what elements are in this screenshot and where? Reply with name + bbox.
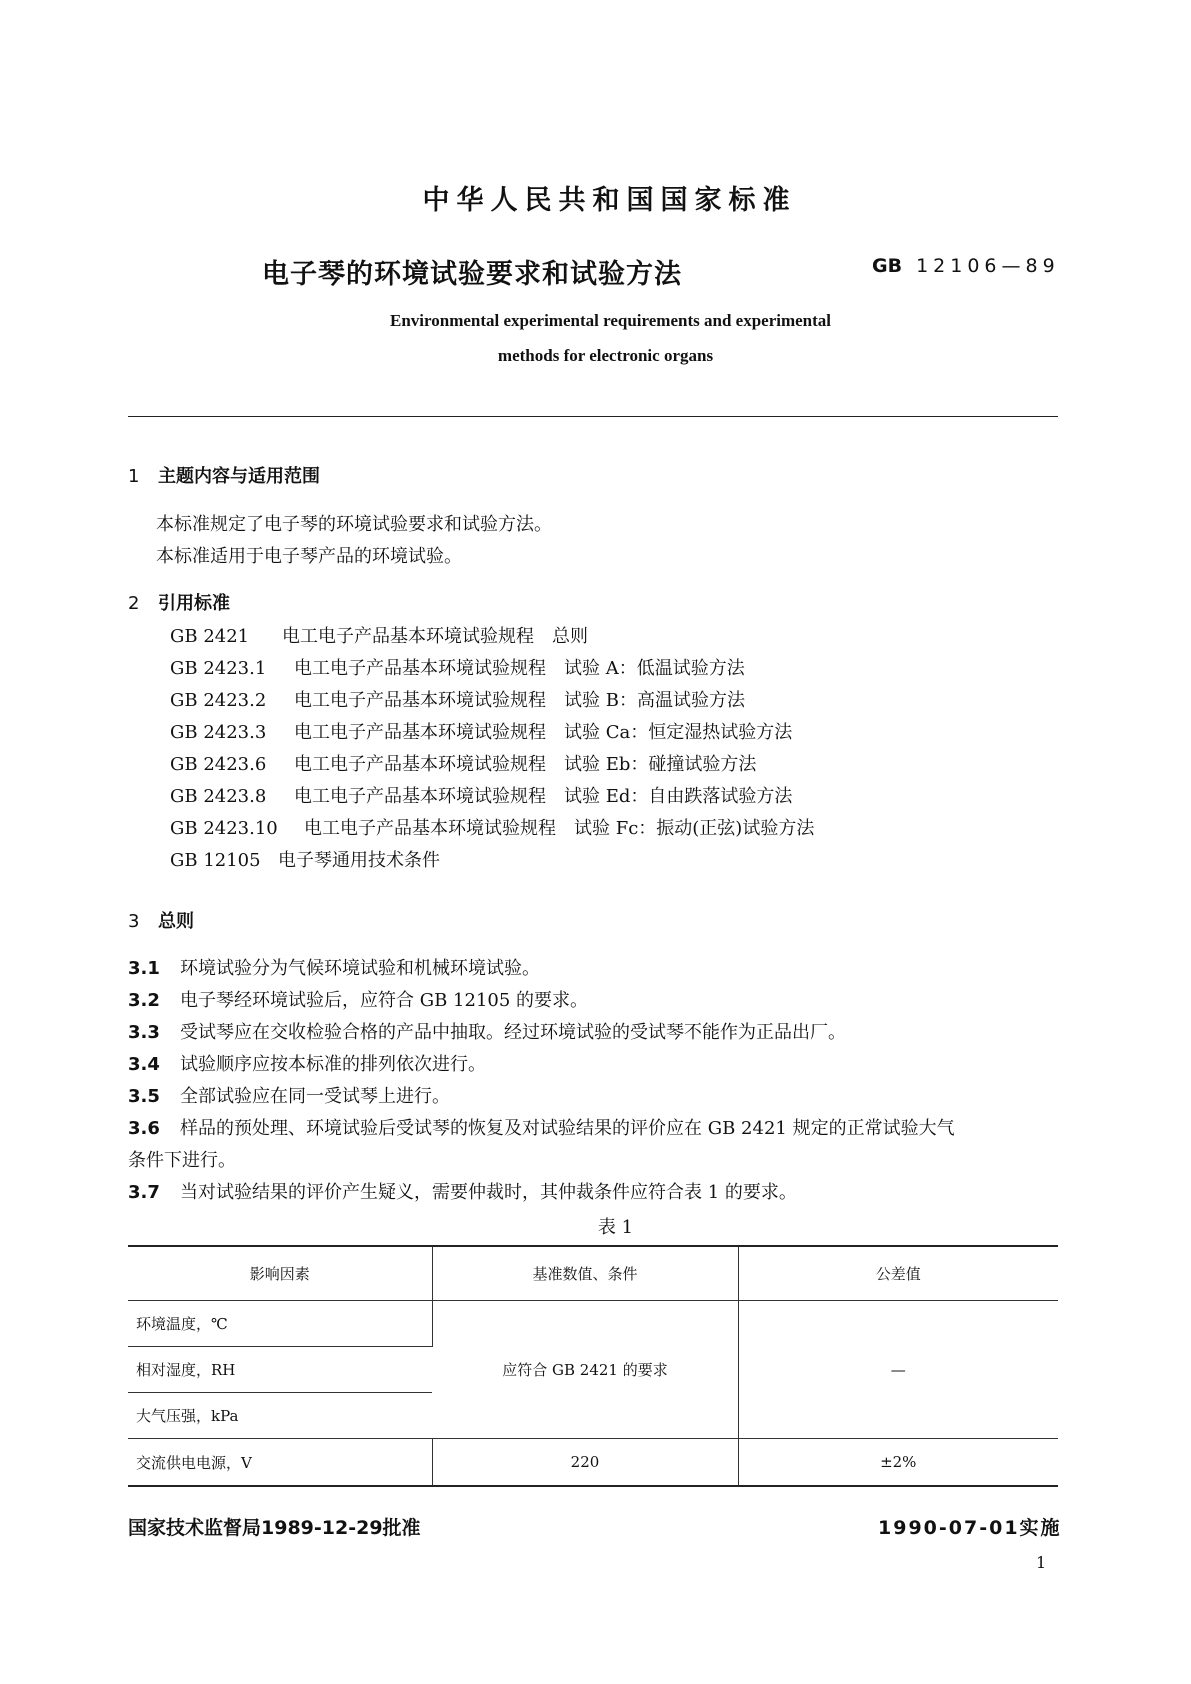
reference-code: GB 2423.8 — [170, 786, 267, 807]
reference-code: GB 2423.6 — [170, 754, 267, 775]
table-row — [128, 1301, 1058, 1347]
clause-number: 3.3 — [128, 1022, 160, 1043]
section-1-heading — [128, 462, 320, 488]
page-number: 1 — [1036, 1553, 1047, 1572]
tolerance-cell: — — [738, 1301, 1058, 1439]
section-1-paragraph: 本标准规定了电子琴的环境试验要求和试验方法。 — [156, 514, 552, 535]
reference-text: 电工电子产品基本环境试验规程 试验 Ca：恒定湿热试验方法 — [294, 722, 793, 743]
table-header-cell: 影响因素 — [128, 1246, 432, 1301]
clause-text: 全部试验应在同一受试琴上进行。 — [180, 1086, 450, 1107]
table-1 — [128, 1245, 1058, 1487]
clause-text: 电子琴经环境试验后，应符合 GB 12105 的要求。 — [180, 990, 589, 1011]
reference-code: GB 2421 — [170, 626, 250, 647]
clause-3-4 — [128, 1050, 486, 1076]
section-3-heading — [128, 907, 194, 933]
standard-code: 12106—89 — [916, 255, 1060, 277]
reference-item — [170, 782, 792, 808]
clause-number: 3.2 — [128, 990, 160, 1011]
table-header-cell: 公差值 — [738, 1246, 1058, 1301]
reference-value-cell: 应符合 GB 2421 的要求 — [432, 1301, 738, 1439]
standard-number — [872, 255, 1060, 277]
reference-item — [170, 750, 756, 776]
standard-prefix: GB — [872, 255, 903, 277]
reference-item — [170, 686, 745, 712]
clause-number: 3.6 — [128, 1118, 160, 1139]
clause-3-1 — [128, 954, 540, 980]
clause-text: 试验顺序应按本标准的排列依次进行。 — [180, 1054, 486, 1075]
document-title-en-line1: Environmental experimental requirements and experimental — [389, 311, 832, 330]
section-1-paragraph: 本标准适用于电子琴产品的环境试验。 — [156, 546, 462, 567]
reference-code: GB 2423.3 — [170, 722, 267, 743]
reference-item — [170, 718, 792, 744]
reference-text: 电工电子产品基本环境试验规程 试验 Ed：自由跌落试验方法 — [294, 786, 793, 807]
clause-number: 3.7 — [128, 1182, 160, 1203]
reference-item — [170, 814, 814, 840]
section-title: 总则 — [158, 911, 194, 932]
reference-code: GB 2423.1 — [170, 658, 267, 679]
clause-3-6-continued: 条件下进行。 — [128, 1150, 236, 1171]
reference-code: GB 2423.2 — [170, 690, 267, 711]
approval-line: 国家技术监督局1989-12-29批准 — [128, 1517, 421, 1539]
clause-number: 3.5 — [128, 1086, 160, 1107]
section-2-heading — [128, 589, 230, 615]
clause-number: 3.4 — [128, 1054, 160, 1075]
clause-3-7 — [128, 1178, 797, 1204]
reference-item — [170, 622, 588, 648]
reference-item — [170, 846, 440, 872]
table-caption: 表 1 — [597, 1217, 634, 1238]
reference-item — [170, 654, 745, 680]
clause-text: 样品的预处理、环境试验后受试琴的恢复及对试验结果的评价应在 GB 2421 规定的正常试验大气 — [180, 1118, 955, 1139]
factor-cell: 大气压强，kPa — [128, 1393, 432, 1439]
clause-text: 受试琴应在交收检验合格的产品中抽取。经过环境试验的受试琴不能作为正品出厂。 — [180, 1022, 846, 1043]
table-row — [128, 1439, 1058, 1487]
reference-value-cell: 220 — [432, 1439, 738, 1487]
national-standard-heading: 中华人民共和国国家标准 — [422, 185, 797, 216]
tolerance-cell: ±2% — [738, 1439, 1058, 1487]
table-header-cell: 基准数值、条件 — [432, 1246, 738, 1301]
reference-text: 电工电子产品基本环境试验规程 总则 — [282, 626, 588, 647]
clause-3-2 — [128, 986, 588, 1012]
section-number: 3 — [128, 911, 140, 932]
effective-date: 1990-07-01实施 — [878, 1517, 1062, 1539]
clause-text: 当对试验结果的评价产生疑义，需要仲裁时，其仲裁条件应符合表 1 的要求。 — [180, 1182, 797, 1203]
factor-cell: 相对湿度，RH — [128, 1347, 432, 1393]
document-title-en-line2: methods for electronic organs — [497, 346, 714, 365]
reference-text: 电子琴通用技术条件 — [278, 850, 440, 871]
section-number: 1 — [128, 466, 140, 487]
factor-cell: 交流供电电源，V — [128, 1439, 432, 1487]
reference-text: 电工电子产品基本环境试验规程 试验 Fc：振动(正弦)试验方法 — [304, 818, 815, 839]
reference-text: 电工电子产品基本环境试验规程 试验 B：高温试验方法 — [294, 690, 745, 711]
table-header-row — [128, 1246, 1058, 1301]
reference-text: 电工电子产品基本环境试验规程 试验 A：低温试验方法 — [294, 658, 745, 679]
header-divider — [128, 416, 1058, 417]
factor-cell: 环境温度，℃ — [128, 1301, 432, 1347]
clause-3-5 — [128, 1082, 450, 1108]
clause-number: 3.1 — [128, 958, 160, 979]
clause-3-6 — [128, 1114, 955, 1140]
reference-code: GB 2423.10 — [170, 818, 278, 839]
document-title-cn: 电子琴的环境试验要求和试验方法 — [262, 259, 682, 290]
clause-3-3 — [128, 1018, 846, 1044]
section-title: 主题内容与适用范围 — [158, 466, 320, 487]
clause-text: 环境试验分为气候环境试验和机械环境试验。 — [180, 958, 540, 979]
reference-code: GB 12105 — [170, 850, 261, 871]
section-number: 2 — [128, 593, 140, 614]
reference-text: 电工电子产品基本环境试验规程 试验 Eb：碰撞试验方法 — [294, 754, 757, 775]
section-title: 引用标准 — [158, 593, 230, 614]
